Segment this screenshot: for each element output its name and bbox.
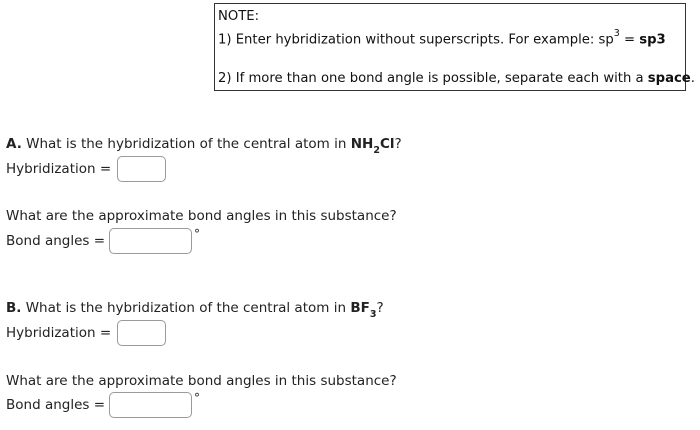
part-a-question-mark: ? bbox=[394, 136, 402, 152]
part-a-degree-symbol: ° bbox=[194, 227, 201, 241]
part-a-formula-end: Cl bbox=[379, 136, 395, 152]
part-a-angles-label: Bond angles = bbox=[6, 233, 106, 249]
part-a-formula bbox=[350, 136, 395, 156]
part-a-question-text: What is the hybridization of the central atom in bbox=[21, 136, 351, 152]
part-b-angles-row bbox=[6, 392, 200, 418]
note-line-1-text: 1) Enter hybridization without superscripts. For example: sp bbox=[218, 32, 614, 48]
part-a-hybridization-label: Hybridization = bbox=[6, 161, 112, 177]
part-a-angles-question: What are the approximate bond angles in this substance? bbox=[6, 208, 397, 224]
part-a-letter: A. bbox=[6, 136, 22, 152]
note-line-1-equals: = bbox=[619, 32, 640, 48]
part-b-hybridization-row bbox=[6, 320, 166, 346]
note-line-2-period: . bbox=[690, 71, 695, 86]
note-title: NOTE: bbox=[218, 9, 260, 24]
note-line-2-keyword: space bbox=[647, 71, 691, 86]
part-b-angles-input[interactable] bbox=[109, 392, 192, 418]
part-b-degree-symbol: ° bbox=[194, 391, 201, 405]
note-line-1-superscript: 3 bbox=[613, 28, 620, 39]
part-b-hybridization-label: Hybridization = bbox=[6, 325, 112, 341]
note-line-1-example: sp3 bbox=[639, 32, 666, 48]
part-b-hybridization-input[interactable] bbox=[117, 320, 166, 346]
part-a-formula-main: NH bbox=[350, 136, 374, 152]
note-line-1 bbox=[218, 30, 666, 47]
part-b-question-mark: ? bbox=[376, 300, 384, 316]
part-b-formula-sub: 3 bbox=[369, 308, 377, 320]
note-box bbox=[214, 3, 695, 91]
part-b-formula-main: BF bbox=[350, 300, 370, 316]
note-line-2 bbox=[218, 71, 695, 86]
part-a-hybridization-row bbox=[6, 156, 166, 182]
part-b-question-text: What is the hybridization of the central atom in bbox=[21, 300, 351, 316]
note-line-2-text: 2) If more than one bond angle is possible, separate each with a bbox=[218, 71, 648, 86]
part-a-angles-input[interactable] bbox=[109, 228, 192, 254]
part-b-angles-question: What are the approximate bond angles in this substance? bbox=[6, 373, 397, 389]
part-b-question bbox=[6, 300, 384, 320]
part-a-hybridization-input[interactable] bbox=[117, 156, 166, 182]
part-a-question bbox=[6, 136, 402, 156]
part-b-formula bbox=[350, 300, 377, 320]
part-a-formula-sub: 2 bbox=[373, 144, 380, 156]
part-b-angles-label: Bond angles = bbox=[6, 397, 106, 413]
part-b-letter: B. bbox=[6, 300, 22, 316]
part-a-angles-row bbox=[6, 228, 200, 254]
